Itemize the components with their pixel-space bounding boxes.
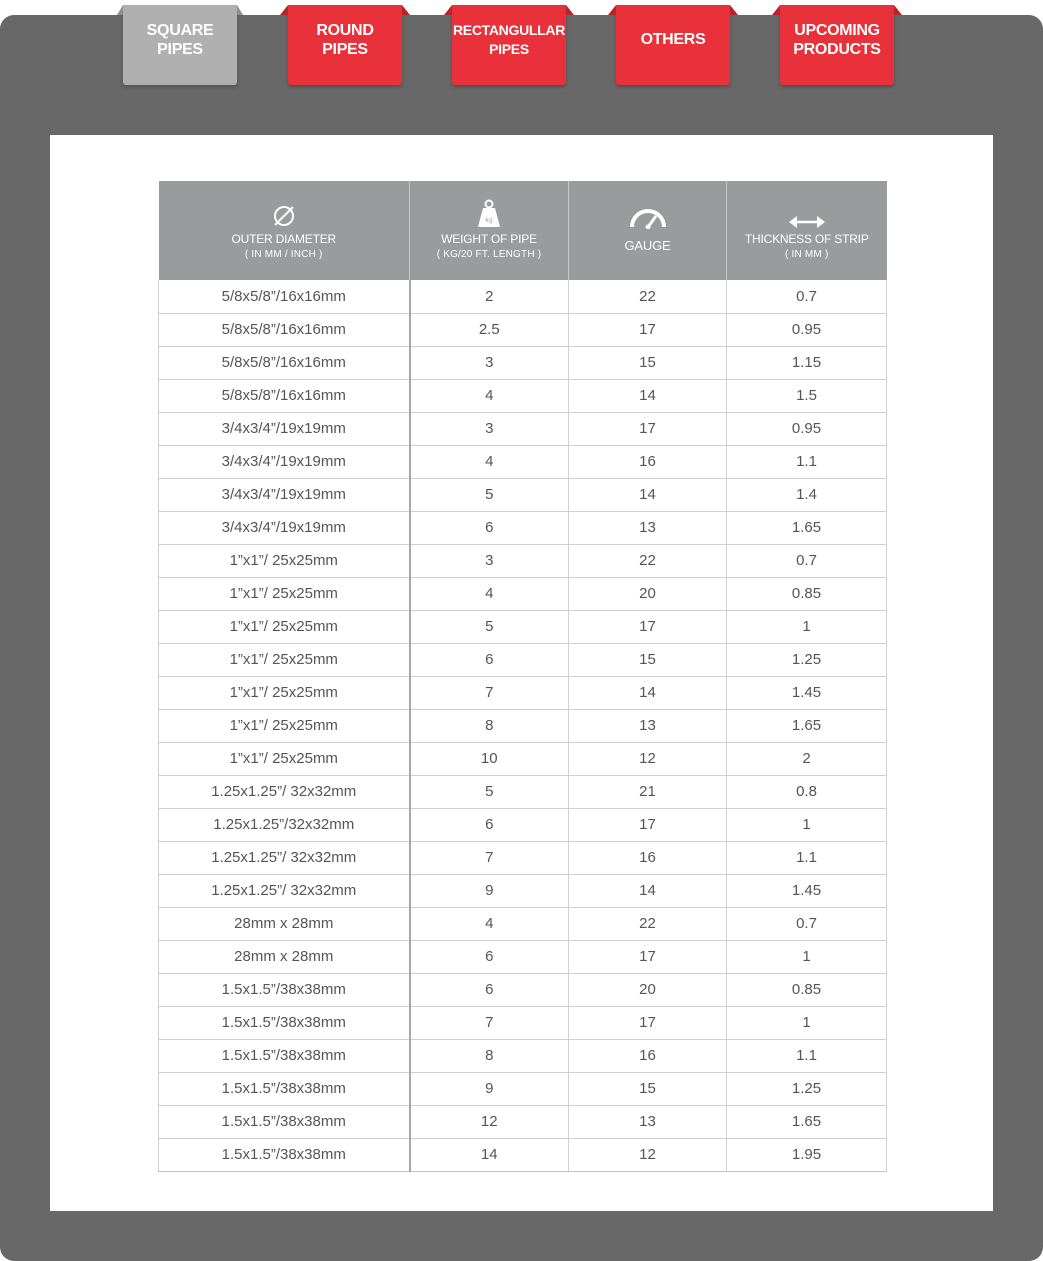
tab-upcoming-products[interactable] bbox=[780, 5, 894, 85]
table-cell: 22 bbox=[569, 544, 727, 577]
header-outer-diameter bbox=[159, 181, 410, 280]
header-title: OUTER DIAMETER bbox=[231, 232, 337, 246]
table-row bbox=[159, 610, 887, 643]
table-cell: 3 bbox=[410, 346, 569, 379]
table-cell: 7 bbox=[410, 841, 569, 874]
table-cell: 1.25 bbox=[727, 643, 887, 676]
table-cell: 13 bbox=[569, 1105, 727, 1138]
table-cell: 5/8x5/8”/16x16mm bbox=[159, 346, 410, 379]
table-row bbox=[159, 1006, 887, 1039]
table-row bbox=[159, 379, 887, 412]
table-cell: 7 bbox=[410, 676, 569, 709]
table-row bbox=[159, 742, 887, 775]
table-cell: 1.95 bbox=[727, 1138, 887, 1171]
table-cell: 13 bbox=[569, 709, 727, 742]
table-cell: 16 bbox=[569, 1039, 727, 1072]
table-cell: 20 bbox=[569, 577, 727, 610]
table-cell: 0.95 bbox=[727, 412, 887, 445]
table-cell: 14 bbox=[569, 379, 727, 412]
table-cell: 5 bbox=[410, 478, 569, 511]
table-cell: 9 bbox=[410, 1072, 569, 1105]
header-gauge bbox=[569, 181, 727, 280]
table-cell: 1 bbox=[727, 808, 887, 841]
table-row bbox=[159, 676, 887, 709]
table-cell: 15 bbox=[569, 346, 727, 379]
table-cell: 1.5x1.5”/38x38mm bbox=[159, 973, 410, 1006]
table-cell: 17 bbox=[569, 1006, 727, 1039]
table-cell: 17 bbox=[569, 610, 727, 643]
table-cell: 17 bbox=[569, 940, 727, 973]
table-cell: 5/8x5/8”/16x16mm bbox=[159, 379, 410, 412]
table-cell: 3/4x3/4”/19x19mm bbox=[159, 478, 410, 511]
table-cell: 7 bbox=[410, 1006, 569, 1039]
table-cell: 6 bbox=[410, 511, 569, 544]
table-cell: 0.85 bbox=[727, 973, 887, 1006]
table-cell: 3 bbox=[410, 544, 569, 577]
table-cell: 9 bbox=[410, 874, 569, 907]
table-cell: 1.5x1.5”/38x38mm bbox=[159, 1138, 410, 1171]
table-cell: 1”x1”/ 25x25mm bbox=[159, 643, 410, 676]
tab-label: UPCOMING PRODUCTS bbox=[793, 21, 881, 58]
header-title: GAUGE bbox=[624, 238, 671, 253]
table-cell: 3/4x3/4”/19x19mm bbox=[159, 412, 410, 445]
table-cell: 14 bbox=[410, 1138, 569, 1171]
table-cell: 16 bbox=[569, 445, 727, 478]
table-cell: 22 bbox=[569, 907, 727, 940]
table-cell: 21 bbox=[569, 775, 727, 808]
table-cell: 1.65 bbox=[727, 1105, 887, 1138]
table-cell: 4 bbox=[410, 577, 569, 610]
table-row bbox=[159, 709, 887, 742]
table-cell: 0.7 bbox=[727, 544, 887, 577]
diameter-icon bbox=[271, 203, 297, 229]
tab-round-pipes[interactable] bbox=[288, 5, 402, 85]
table-body bbox=[159, 280, 887, 1171]
table-cell: 2.5 bbox=[410, 313, 569, 346]
table-cell: 0.7 bbox=[727, 280, 887, 313]
table-row bbox=[159, 313, 887, 346]
table-row bbox=[159, 511, 887, 544]
table-row bbox=[159, 280, 887, 313]
header-title: WEIGHT OF PIPE bbox=[441, 232, 537, 246]
gauge-icon bbox=[629, 207, 667, 229]
header-title: THICKNESS OF STRIP bbox=[744, 232, 869, 246]
table-cell: 14 bbox=[569, 874, 727, 907]
table-cell: 5 bbox=[410, 610, 569, 643]
header-thickness-of-strip bbox=[727, 181, 887, 280]
table-cell: 1”x1”/ 25x25mm bbox=[159, 610, 410, 643]
table-row bbox=[159, 775, 887, 808]
table-row bbox=[159, 940, 887, 973]
table-cell: 1.1 bbox=[727, 841, 887, 874]
tab-label: SQUARE PIPES bbox=[146, 21, 214, 58]
tab-label: ROUND PIPES bbox=[316, 21, 374, 58]
double-arrow-icon bbox=[788, 215, 826, 229]
tab-others[interactable] bbox=[616, 5, 730, 85]
table-cell: 15 bbox=[569, 1072, 727, 1105]
tab-label: RECTANGULLAR PIPES bbox=[452, 21, 566, 57]
table-cell: 1.5x1.5”/38x38mm bbox=[159, 1105, 410, 1138]
table-cell: 1.45 bbox=[727, 676, 887, 709]
table-cell: 1.25 bbox=[727, 1072, 887, 1105]
table-row bbox=[159, 907, 887, 940]
table-cell: 1.25x1.25”/ 32x32mm bbox=[159, 874, 410, 907]
table-row bbox=[159, 973, 887, 1006]
table-cell: 17 bbox=[569, 313, 727, 346]
table-cell: 1.1 bbox=[727, 1039, 887, 1072]
table-cell: 4 bbox=[410, 379, 569, 412]
table-cell: 8 bbox=[410, 1039, 569, 1072]
header-weight-of-pipe bbox=[410, 181, 569, 280]
table-cell: 0.95 bbox=[727, 313, 887, 346]
table-cell: 6 bbox=[410, 643, 569, 676]
header-subtitle: ( KG/20 FT. LENGTH ) bbox=[436, 249, 542, 260]
weight-kg-icon bbox=[475, 199, 503, 229]
table-cell: 0.7 bbox=[727, 907, 887, 940]
table-cell: 1.5x1.5”/38x38mm bbox=[159, 1072, 410, 1105]
table-cell: 1.4 bbox=[727, 478, 887, 511]
table-cell: 1 bbox=[727, 940, 887, 973]
table-cell: 1 bbox=[727, 1006, 887, 1039]
table-cell: 2 bbox=[727, 742, 887, 775]
table-row bbox=[159, 346, 887, 379]
table-cell: 1.25x1.25”/32x32mm bbox=[159, 808, 410, 841]
table-cell: 1.45 bbox=[727, 874, 887, 907]
table-cell: 1.5x1.5”/38x38mm bbox=[159, 1006, 410, 1039]
table-cell: 22 bbox=[569, 280, 727, 313]
table-cell: 1.65 bbox=[727, 511, 887, 544]
table-row bbox=[159, 577, 887, 610]
table-cell: 3/4x3/4”/19x19mm bbox=[159, 511, 410, 544]
tab-square-pipes[interactable] bbox=[123, 5, 237, 85]
spec-panel bbox=[50, 135, 993, 1211]
table-cell: 10 bbox=[410, 742, 569, 775]
table-row bbox=[159, 874, 887, 907]
table-row bbox=[159, 841, 887, 874]
table-cell: 1”x1”/ 25x25mm bbox=[159, 676, 410, 709]
table-cell: 1.25x1.25”/ 32x32mm bbox=[159, 775, 410, 808]
table-cell: 1.1 bbox=[727, 445, 887, 478]
table-cell: 1”x1”/ 25x25mm bbox=[159, 577, 410, 610]
table-row bbox=[159, 808, 887, 841]
table-cell: 16 bbox=[569, 841, 727, 874]
header-subtitle: ( IN MM / INCH ) bbox=[244, 249, 323, 260]
table-cell: 6 bbox=[410, 973, 569, 1006]
table-cell: 28mm x 28mm bbox=[159, 907, 410, 940]
table-row bbox=[159, 1072, 887, 1105]
table-cell: 12 bbox=[410, 1105, 569, 1138]
table-row bbox=[159, 412, 887, 445]
table-cell: 1.25x1.25”/ 32x32mm bbox=[159, 841, 410, 874]
table-cell: 6 bbox=[410, 940, 569, 973]
table-cell: 1.15 bbox=[727, 346, 887, 379]
table-row bbox=[159, 1039, 887, 1072]
square-pipe-spec-table bbox=[158, 181, 887, 1172]
weight-icon-text: kg bbox=[485, 217, 493, 224]
table-cell: 0.8 bbox=[727, 775, 887, 808]
table-cell: 17 bbox=[569, 808, 727, 841]
table-cell: 6 bbox=[410, 808, 569, 841]
table-cell: 1.5x1.5”/38x38mm bbox=[159, 1039, 410, 1072]
table-cell: 4 bbox=[410, 445, 569, 478]
table-cell: 1”x1”/ 25x25mm bbox=[159, 709, 410, 742]
table-cell: 1”x1”/ 25x25mm bbox=[159, 544, 410, 577]
table-cell: 14 bbox=[569, 676, 727, 709]
table-cell: 17 bbox=[569, 412, 727, 445]
table-cell: 8 bbox=[410, 709, 569, 742]
table-cell: 1.5 bbox=[727, 379, 887, 412]
table-row bbox=[159, 445, 887, 478]
table-cell: 13 bbox=[569, 511, 727, 544]
table-cell: 3 bbox=[410, 412, 569, 445]
header-subtitle: ( IN MM ) bbox=[785, 249, 829, 260]
table-row bbox=[159, 478, 887, 511]
table-cell: 1 bbox=[727, 610, 887, 643]
table-cell: 1.65 bbox=[727, 709, 887, 742]
table-cell: 3/4x3/4”/19x19mm bbox=[159, 445, 410, 478]
table-cell: 0.85 bbox=[727, 577, 887, 610]
table-header-row bbox=[159, 181, 887, 280]
table-cell: 20 bbox=[569, 973, 727, 1006]
table-cell: 15 bbox=[569, 643, 727, 676]
tab-label: OTHERS bbox=[640, 31, 706, 48]
table-cell: 5/8x5/8”/16x16mm bbox=[159, 313, 410, 346]
table-cell: 1”x1”/ 25x25mm bbox=[159, 742, 410, 775]
table-row bbox=[159, 544, 887, 577]
table-cell: 2 bbox=[410, 280, 569, 313]
table-cell: 5/8x5/8”/16x16mm bbox=[159, 280, 410, 313]
table-cell: 12 bbox=[569, 1138, 727, 1171]
table-row bbox=[159, 1105, 887, 1138]
table-cell: 4 bbox=[410, 907, 569, 940]
table-row bbox=[159, 1138, 887, 1171]
table-row bbox=[159, 643, 887, 676]
table-cell: 5 bbox=[410, 775, 569, 808]
tab-rectangular-pipes[interactable] bbox=[452, 5, 566, 85]
table-cell: 12 bbox=[569, 742, 727, 775]
table-cell: 14 bbox=[569, 478, 727, 511]
table-cell: 28mm x 28mm bbox=[159, 940, 410, 973]
